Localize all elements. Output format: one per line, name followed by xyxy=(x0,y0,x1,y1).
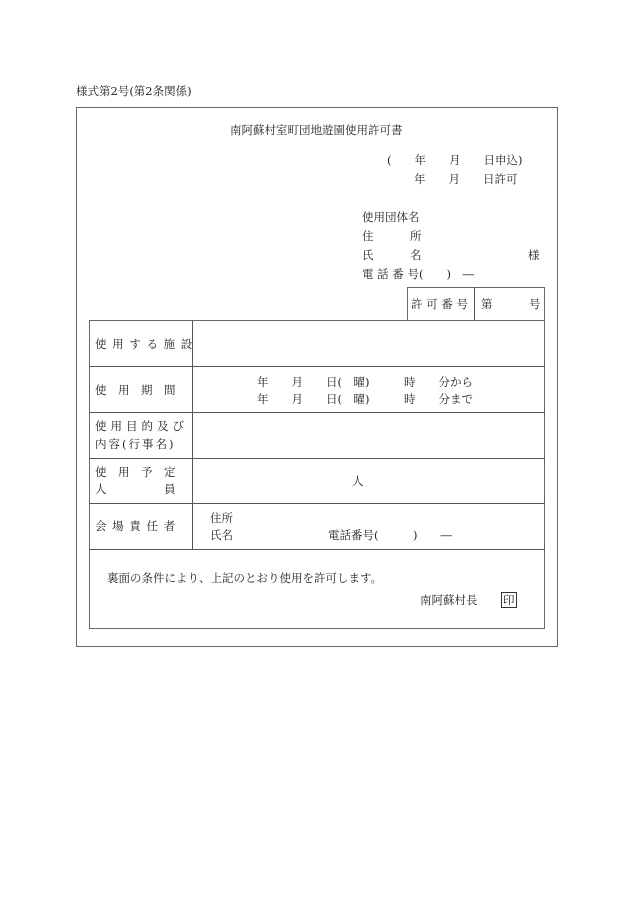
address-label-2: 所 xyxy=(410,229,422,243)
form-number: 様式第2号(第2条関係) xyxy=(76,84,192,98)
permit-statement: 裏面の条件により、上記のとおり使用を許可します。 xyxy=(107,571,383,585)
permit-number-suffix: 号 xyxy=(529,297,541,311)
facility-label: 使 用 す る 施 設 xyxy=(95,337,194,351)
honorific: 様 xyxy=(528,248,540,262)
people-label-2: 人 員 xyxy=(95,482,176,496)
people-unit: 人 xyxy=(352,474,364,488)
purpose-label-1: 使用目的及び xyxy=(95,419,188,433)
manager-address-label: 住所 xyxy=(210,511,233,525)
permit-number-label: 許 可 番 号 xyxy=(411,297,468,311)
address-label: 住 xyxy=(362,229,374,243)
document-title: 南阿蘇村室町団地遊園使用許可書 xyxy=(230,123,403,137)
issuer: 南阿蘇村長 xyxy=(420,593,478,607)
seal-mark: 印 xyxy=(503,593,515,607)
name-label-2: 名 xyxy=(410,248,422,262)
period-label: 使 用 期 間 xyxy=(95,383,176,397)
permit-date: 年 月 日許可 xyxy=(414,172,518,186)
period-from: 年 月 日( 曜) 時 分から xyxy=(257,375,473,389)
purpose-label-2: 内容(行事名) xyxy=(95,437,176,451)
manager-name-label: 氏名 xyxy=(210,528,233,542)
manager-phone-label: 電話番号( ) ― xyxy=(328,528,452,542)
phone-label: 電 話 番 号( ) ― xyxy=(362,267,474,281)
name-label: 氏 xyxy=(362,248,374,262)
manager-label: 会 場 責 任 者 xyxy=(95,519,177,533)
application-date: ( 年 月 日申込) xyxy=(387,153,523,167)
permit-number-prefix: 第 xyxy=(481,297,493,311)
group-name-label: 使用団体名 xyxy=(362,210,420,224)
people-label-1: 使 用 予 定 xyxy=(95,465,176,479)
period-to: 年 月 日( 曜) 時 分まで xyxy=(257,392,473,406)
